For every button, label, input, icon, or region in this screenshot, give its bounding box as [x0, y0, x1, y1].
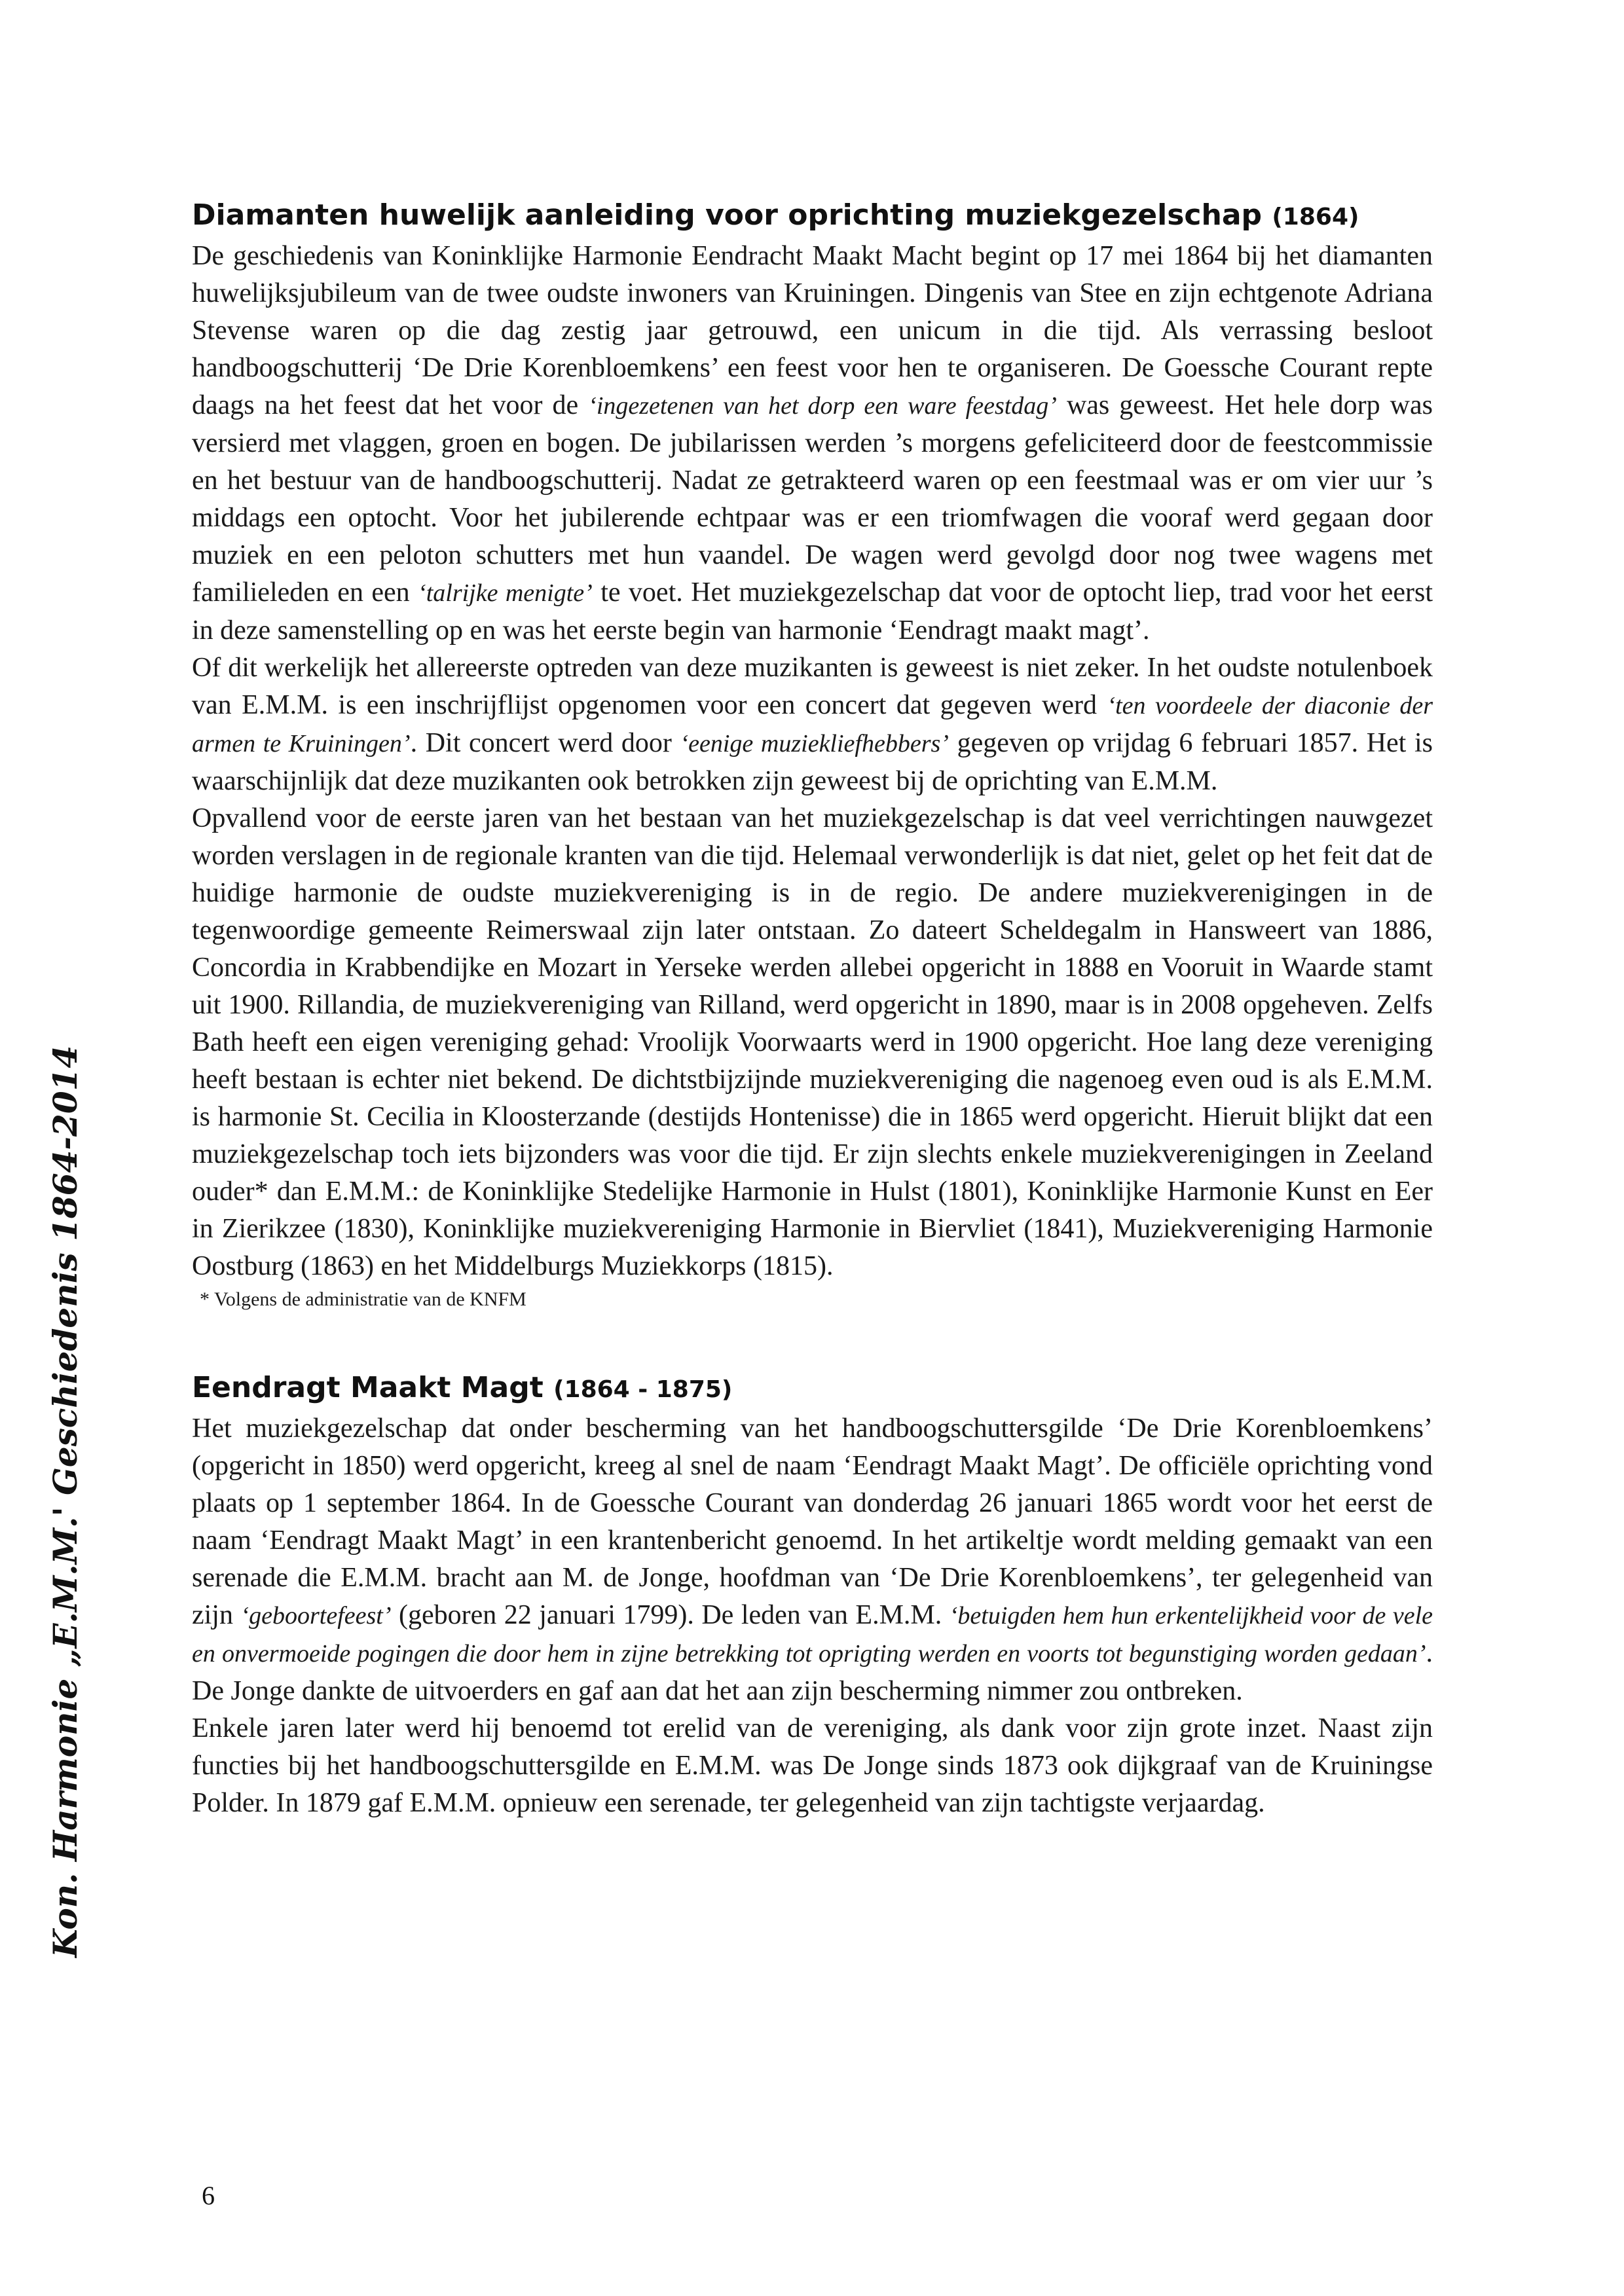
page-number: 6	[202, 2181, 215, 2210]
section-years: (1864 - 1875)	[553, 1376, 733, 1403]
quote-italic: ‘eenige muziekliefhebbers’	[680, 730, 949, 757]
text-run: was geweest. Het hele dorp was versierd met vlaggen, groen en bogen. De jubilarissen werden ’s morgens gefeliciteerd door de feestcommissie en het bestuur van de handboogschutterij. Nadat ze getrakteerd waren op een feestmaal was er om vier uur ’s middags een optocht. Voor het jubilerende echtpaar was er een triomfwagen die vooraf werd gegaan door muziek en een peloton schutters met hun vaandel. De wagen werd gevolgd door nog twee wagens met familieleden en een	[192, 390, 1433, 608]
page-content	[192, 195, 1433, 1822]
paragraph	[192, 1410, 1433, 1710]
text-run: te voet. Het muziekgezelschap dat voor de optocht liep, trad voor het eerst in deze samenstelling op en was het eerste begin van harmonie ‘Eendragt maakt magt’.	[192, 577, 1433, 646]
text-run: Of dit werkelijk het allereerste optreden van deze muzikanten is geweest is niet zeker. In het oudste notulenboek van E.M.M. is een inschrijflijst opgenomen voor een concert dat gegeven werd	[192, 653, 1433, 720]
text-run: . De Jonge dankte de uitvoerders en gaf aan dat het aan zijn bescherming nimmer zou ontbreken.	[192, 1638, 1433, 1706]
footnote: * Volgens de administratie van de KNFM	[200, 1288, 526, 1310]
quote-italic: ‘betuigden hem hun erkentelijkheid voor de vele en onvermoeide pogingen die door hem in zijne betrekking tot oprigting werden en voorts tot begunstiging worden gedaan’	[192, 1602, 1433, 1667]
text-run: gegeven op vrijdag 6 februari 1857. Het is waarschijnlijk dat deze muzikanten ook betrokken zijn geweest bij de oprichting van E.M.M.	[192, 728, 1433, 796]
section-heading-eendragt-maakt-magt	[192, 1368, 1433, 1410]
section-title: Diamanten huwelijk aanleiding voor oprichting muziekgezelschap	[192, 198, 1263, 232]
paragraph	[192, 238, 1433, 649]
quote-italic: ‘ten voordeele der diaconie der armen te Kruiningen’	[192, 692, 1433, 757]
quote-italic: ‘talrijke menigte’	[418, 579, 593, 607]
quote-italic: ‘geboortefeest’	[240, 1602, 392, 1630]
quote-italic: ‘ingezetenen van het dorp een ware feestdag’	[588, 392, 1057, 420]
paragraph: Enkele jaren later werd hij benoemd tot erelid van de vereniging, als dank voor zijn grote inzet. Naast zijn functies bij het handboogschuttersgilde en E.M.M. was De Jonge sinds 1873 ook dijkgraaf van de Kruiningse Polder. In 1879 gaf E.M.M. opnieuw een serenade, ter gelegenheid van zijn tachtigste verjaardag.	[192, 1713, 1433, 1818]
text-run: (geboren 22 januari 1799). De leden van E.M.M.	[391, 1600, 950, 1630]
paragraph	[192, 649, 1433, 800]
section-heading-diamanten-huwelijk	[192, 195, 1433, 238]
section-years: (1864)	[1272, 204, 1359, 230]
section-title: Eendragt Maakt Magt	[192, 1371, 544, 1404]
text-run: Het muziekgezelschap dat onder bescherming van het handboogschuttersgilde ‘De Drie Korenbloemkens’ (opgericht in 1850) werd opgericht, kreeg al snel de naam ‘Eendragt Maakt Magt’. De officiële oprichting vond plaats op 1 september 1864. In de Goessche Courant van donderdag 26 januari 1865 wordt voor het eerst de naam ‘Eendragt Maakt Magt’ in een krantenbericht genoemd. In het artikeltje wordt melding gemaakt van een serenade die E.M.M. bracht aan M. de Jonge, hoofdman van ‘De Drie Korenbloemkens’, ter gelegenheid van zijn	[192, 1413, 1433, 1630]
paragraph: Opvallend voor de eerste jaren van het bestaan van het muziekgezelschap is dat veel verrichtingen nauwgezet worden verslagen in de regionale kranten van die tijd. Helemaal verwonderlijk is dat niet, gelet op het feit dat de huidige harmonie de oudste muziekvereniging is in de regio. De andere muziekverenigingen in de tegenwoordige gemeente Reimerswaal zijn later ontstaan. Zo dateert Scheldegalm in Hansweert van 1886, Concordia in Krabbendijke en Mozart in Yerseke werden allebei opgericht in 1888 en Vooruit in Waarde stamt uit 1900. Rillandia, de muziekvereniging van Rilland, werd opgericht in 1890, maar is in 2008 opgeheven. Zelfs Bath heeft een eigen vereniging gehad: Vroolijk Voorwaarts werd in 1900 opgericht. Hoe lang deze vereniging heeft bestaan is echter niet bekend. De dichtstbijzijnde muziekvereniging die nagenoeg even oud is als E.M.M. is harmonie St. Cecilia in Kloosterzande (destijds Hontenisse) die in 1865 werd opgericht. Hieruit blijkt dat een muziekgezelschap toch iets bijzonders was voor die tijd. Er zijn slechts enkele muziekverenigingen in Zeeland ouder* dan E.M.M.: de Koninklijke Stedelijke Harmonie in Hulst (1801), Koninklijke Harmonie Kunst en Eer in Zierikzee (1830), Koninklijke muziekvereniging Harmonie in Biervliet (1841), Muziekvereniging Harmonie Oostburg (1863) en het Middelburgs Muziekkorps (1815).	[192, 803, 1433, 1281]
side-running-title: Kon. Harmonie „E.M.M.' Geschiedenis 1864-2014	[46, 1045, 84, 1958]
text-run: . Dit concert werd door	[410, 728, 680, 758]
text-run: De geschiedenis van Koninklijke Harmonie Eendracht Maakt Macht begint op 17 mei 1864 bij het diamanten huwelijksjubileum van de twee oudste inwoners van Kruiningen. Dingenis van Stee en zijn echtgenote Adriana Stevense waren op die dag zestig jaar getrouwd, een unicum in die tijd. Als verrassing besloot handboogschutterij ‘De Drie Korenbloemkens’ een feest voor hen te organiseren. De Goessche Courant repte daags na het feest dat het voor de	[192, 241, 1433, 420]
